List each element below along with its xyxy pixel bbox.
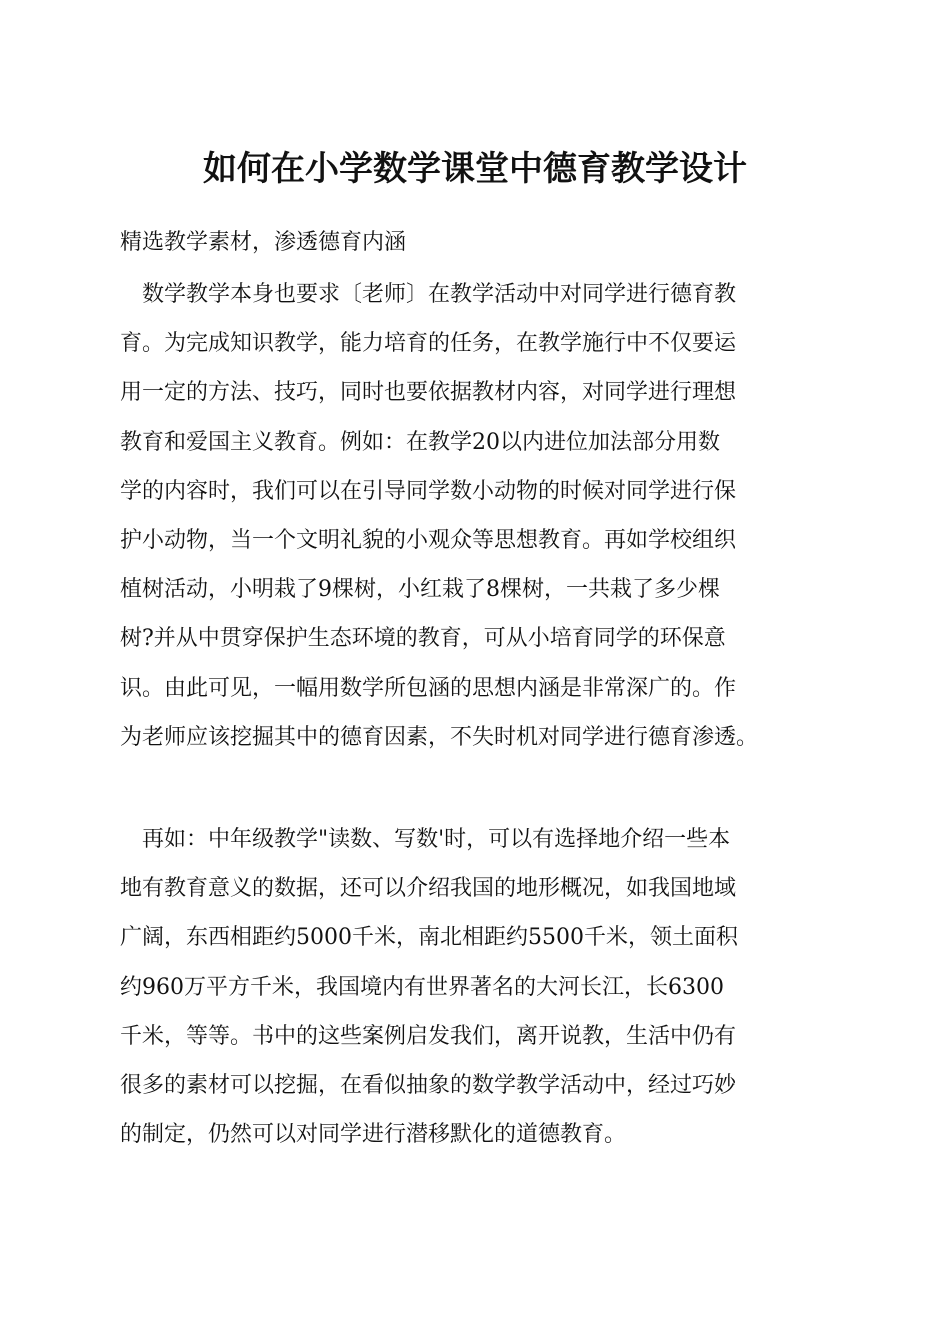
paragraph-line: 教育和爱国主义教育。例如：在教学20以内进位加法部分用数	[120, 429, 720, 455]
paragraph-line: 再如：中年级教学"读数、写数'时，可以有选择地介绍一些本	[120, 827, 731, 852]
paragraph-line: 识。由此可见，一幅用数学所包涵的思想内涵是非常深广的。作	[120, 675, 737, 701]
body-paragraph-2	[120, 815, 840, 1159]
paragraph-line: 用一定的方法、技巧，同时也要依据教材内容，对同学进行理想	[120, 380, 737, 406]
section-heading: 精选教学素材，渗透德育内涵	[120, 230, 407, 255]
paragraph-line: 树?并从中贯穿保护生态环境的教育，可从小培育同学的环保意	[120, 626, 726, 652]
paragraph-line: 学的内容时，我们可以在引导同学数小动物的时候对同学进行保	[120, 478, 737, 504]
paragraph-line: 很多的素材可以挖掘，在看似抽象的数学教学活动中，经过巧妙	[120, 1072, 737, 1098]
paragraph-line: 育。为完成知识教学，能力培育的任务，在教学施行中不仅要运	[120, 331, 737, 357]
paragraph-line: 数学教学本身也要求〔老师〕在教学活动中对同学进行德育教	[120, 282, 737, 307]
paragraph-line: 植树活动，小明栽了9棵树，小红栽了8棵树，一共栽了多少棵	[120, 577, 720, 603]
paragraph-line: 地有教育意义的数据，还可以介绍我国的地形概况，如我国地域	[120, 876, 737, 902]
paragraph-line: 为老师应该挖掘其中的德育因素，不失时机对同学进行德育渗透。	[120, 724, 759, 750]
paragraph-line: 的制定，仍然可以对同学进行潜移默化的道德教育。	[120, 1122, 627, 1148]
paragraph-line: 约960万平方千米，我国境内有世界著名的大河长江，长6300	[120, 974, 724, 1000]
paragraph-line: 千米，等等。书中的这些案例启发我们，离开说教，生活中仍有	[120, 1023, 737, 1049]
body-paragraph-1	[120, 270, 840, 762]
document-title: 如何在小学数学课堂中德育教学设计	[203, 149, 747, 189]
paragraph-line: 广阔，东西相距约5000千米，南北相距约5500千米，领土面积	[120, 925, 738, 951]
paragraph-line: 护小动物，当一个文明礼貌的小观众等思想教育。再如学校组织	[120, 527, 737, 553]
